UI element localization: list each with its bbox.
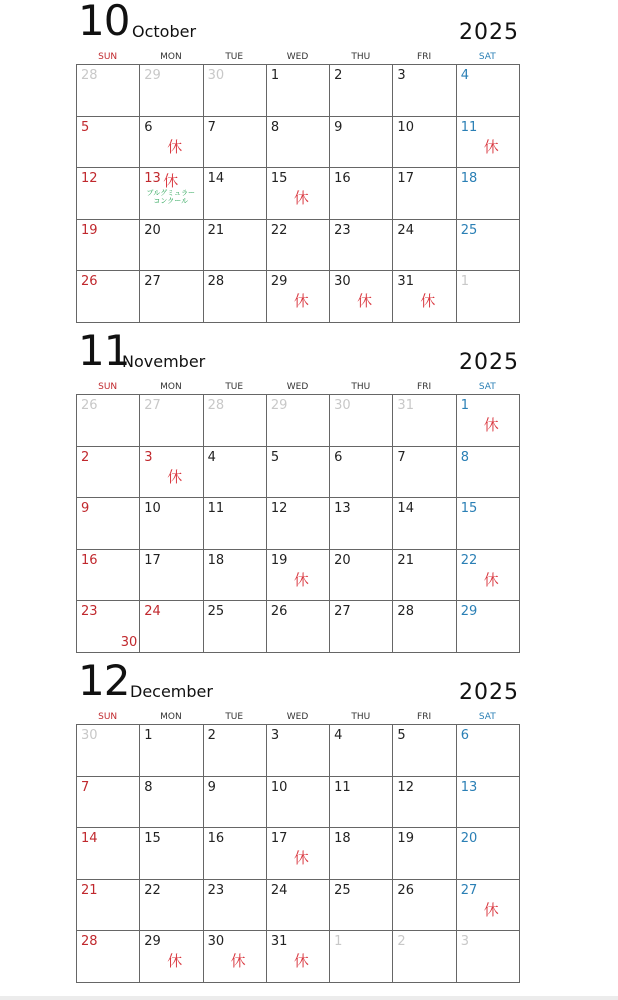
day-number: 30 xyxy=(207,934,225,950)
day-cell[interactable] xyxy=(139,549,203,602)
day-cell[interactable] xyxy=(76,116,140,169)
month-header xyxy=(76,326,519,380)
day-cell[interactable] xyxy=(266,549,330,602)
year-label: 2025 xyxy=(459,20,519,45)
day-cell[interactable] xyxy=(139,600,203,653)
day-number: 31 xyxy=(270,934,288,950)
day-cell[interactable] xyxy=(456,724,520,777)
day-cell[interactable] xyxy=(392,879,456,932)
day-number: 7 xyxy=(207,119,216,135)
weekday-header xyxy=(76,710,519,724)
day-number: 22 xyxy=(460,552,478,568)
month-december xyxy=(76,656,519,982)
day-cell[interactable] xyxy=(456,497,520,550)
day-number: 1 xyxy=(460,398,469,413)
day-number: 24 xyxy=(397,222,414,238)
day-cell[interactable] xyxy=(266,879,330,932)
day-cell[interactable] xyxy=(203,167,267,220)
day-cell[interactable] xyxy=(76,827,140,880)
day-cell[interactable] xyxy=(329,394,393,447)
weekday-label: WED xyxy=(286,712,309,722)
day-cell[interactable] xyxy=(266,600,330,653)
day-cell[interactable] xyxy=(203,219,267,272)
month-number: 11 xyxy=(78,326,130,375)
closed-day-mark: 休 xyxy=(230,952,246,971)
closed-day-mark: 休 xyxy=(357,292,373,311)
day-number: 13 xyxy=(460,779,478,795)
day-cell[interactable] xyxy=(392,549,456,602)
weekday-label: SUN xyxy=(98,712,118,722)
month-name: October xyxy=(132,22,197,41)
day-number: 28 xyxy=(207,274,225,290)
day-cell[interactable] xyxy=(266,446,330,499)
day-cell[interactable] xyxy=(76,776,140,829)
day-number: 30 xyxy=(81,728,98,743)
day-cell[interactable] xyxy=(329,549,393,602)
day-cell[interactable] xyxy=(392,600,456,653)
day-number: 6 xyxy=(334,449,343,465)
day-cell[interactable] xyxy=(456,270,520,323)
day-cell[interactable] xyxy=(456,879,520,932)
closed-day-mark: 休 xyxy=(167,467,183,486)
day-cell[interactable] xyxy=(139,497,203,550)
day-number: 12 xyxy=(270,501,288,517)
weekday-label: SUN xyxy=(98,52,118,62)
day-cell[interactable] xyxy=(392,394,456,447)
day-cell[interactable] xyxy=(266,930,330,983)
day-number: 15 xyxy=(460,501,478,517)
day-number: 18 xyxy=(460,171,478,187)
day-number: 4 xyxy=(334,728,343,743)
day-cell[interactable] xyxy=(76,600,140,653)
day-cell[interactable] xyxy=(139,167,203,220)
day-cell[interactable] xyxy=(329,219,393,272)
day-number: 27 xyxy=(144,274,161,290)
day-number: 9 xyxy=(334,119,343,135)
day-number: 12 xyxy=(81,171,98,187)
month-november xyxy=(76,326,519,652)
calendar-grid xyxy=(76,724,519,982)
day-cell[interactable] xyxy=(392,930,456,983)
day-number: 10 xyxy=(397,119,414,135)
day-number: 16 xyxy=(207,831,225,847)
day-number: 4 xyxy=(460,68,469,83)
day-cell[interactable] xyxy=(76,167,140,220)
day-number: 30 xyxy=(334,274,351,290)
weekday-label: SUN xyxy=(98,382,118,392)
day-number: 27 xyxy=(334,604,351,620)
day-number: 26 xyxy=(81,274,98,290)
day-cell[interactable] xyxy=(266,270,330,323)
closed-day-mark: 休 xyxy=(420,292,436,311)
day-number: 3 xyxy=(144,449,153,465)
page-bottom-edge xyxy=(0,996,618,1000)
day-cell[interactable] xyxy=(329,776,393,829)
day-cell[interactable] xyxy=(203,827,267,880)
day-number: 10 xyxy=(270,779,288,795)
day-number: 21 xyxy=(397,552,414,568)
day-number: 21 xyxy=(81,882,98,898)
day-number: 27 xyxy=(460,882,478,898)
weekday-label: TUE xyxy=(225,52,244,62)
day-cell[interactable] xyxy=(266,827,330,880)
day-number: 17 xyxy=(144,552,161,568)
day-cell[interactable] xyxy=(203,549,267,602)
weekday-label: SAT xyxy=(478,52,496,62)
day-cell[interactable] xyxy=(266,497,330,550)
day-cell[interactable] xyxy=(329,879,393,932)
day-cell[interactable] xyxy=(392,827,456,880)
weekday-label: SAT xyxy=(478,712,496,722)
day-number: 24 xyxy=(144,604,161,620)
weekday-label: TUE xyxy=(225,712,244,722)
day-cell[interactable] xyxy=(329,167,393,220)
day-cell[interactable] xyxy=(139,219,203,272)
day-cell[interactable] xyxy=(456,827,520,880)
day-cell[interactable] xyxy=(139,930,203,983)
day-number: 23 xyxy=(334,222,351,238)
event-note-line: ブルグミュラー xyxy=(146,189,195,198)
day-cell[interactable] xyxy=(266,167,330,220)
day-cell[interactable] xyxy=(139,116,203,169)
day-cell[interactable] xyxy=(456,446,520,499)
day-cell[interactable] xyxy=(76,394,140,447)
day-number: 9 xyxy=(207,779,216,795)
day-number: 13 xyxy=(144,171,161,187)
day-cell[interactable] xyxy=(203,116,267,169)
day-cell[interactable] xyxy=(456,776,520,829)
day-number: 1 xyxy=(270,68,280,83)
day-cell[interactable] xyxy=(203,64,267,117)
day-number: 14 xyxy=(397,501,414,517)
weekday-label: MON xyxy=(160,52,182,62)
overflow-day-number: 30 xyxy=(120,634,138,650)
day-cell[interactable] xyxy=(329,827,393,880)
day-number: 8 xyxy=(460,449,469,465)
day-number: 29 xyxy=(460,604,478,620)
day-number: 9 xyxy=(81,501,90,517)
day-cell[interactable] xyxy=(392,446,456,499)
weekday-label: THU xyxy=(351,52,371,62)
day-number: 3 xyxy=(460,934,469,950)
day-number: 27 xyxy=(144,398,161,413)
day-cell[interactable] xyxy=(392,219,456,272)
day-number: 24 xyxy=(270,882,288,898)
weekday-label: THU xyxy=(351,712,371,722)
day-number: 30 xyxy=(207,68,225,83)
day-cell[interactable] xyxy=(329,497,393,550)
event-note xyxy=(140,189,201,205)
day-number: 30 xyxy=(334,398,351,413)
closed-day-mark: 休 xyxy=(483,900,499,919)
day-cell[interactable] xyxy=(329,446,393,499)
day-number: 11 xyxy=(207,501,225,517)
day-cell[interactable] xyxy=(139,394,203,447)
closed-day-mark: 休 xyxy=(293,952,309,971)
day-number: 18 xyxy=(207,552,225,568)
closed-day-mark: 休 xyxy=(163,172,179,191)
day-number: 28 xyxy=(81,68,98,83)
day-cell[interactable] xyxy=(139,64,203,117)
day-number: 11 xyxy=(460,119,478,135)
day-cell[interactable] xyxy=(203,776,267,829)
day-number: 4 xyxy=(207,449,216,465)
closed-day-mark: 休 xyxy=(293,292,309,311)
day-number: 23 xyxy=(81,604,98,620)
day-cell[interactable] xyxy=(456,167,520,220)
day-cell[interactable] xyxy=(203,497,267,550)
day-cell[interactable] xyxy=(456,219,520,272)
day-number: 8 xyxy=(144,779,153,795)
day-number: 16 xyxy=(334,171,351,187)
weekday-label: MON xyxy=(160,712,182,722)
closed-day-mark: 休 xyxy=(293,849,309,868)
closed-day-mark: 休 xyxy=(293,189,309,208)
day-number: 14 xyxy=(81,831,98,847)
day-cell[interactable] xyxy=(76,64,140,117)
month-name: December xyxy=(130,682,213,701)
day-cell[interactable] xyxy=(266,394,330,447)
day-number: 20 xyxy=(144,222,161,238)
day-cell[interactable] xyxy=(266,116,330,169)
day-number: 21 xyxy=(207,222,225,238)
day-cell[interactable] xyxy=(76,497,140,550)
day-number: 2 xyxy=(207,728,216,743)
day-cell[interactable] xyxy=(203,930,267,983)
day-cell[interactable] xyxy=(139,724,203,777)
weekday-header xyxy=(76,50,519,64)
day-cell[interactable] xyxy=(203,270,267,323)
day-cell[interactable] xyxy=(392,270,456,323)
day-number: 15 xyxy=(270,171,288,187)
weekday-label: WED xyxy=(286,52,309,62)
day-number: 8 xyxy=(270,119,280,135)
day-number: 1 xyxy=(144,728,153,743)
day-number: 14 xyxy=(207,171,225,187)
day-cell[interactable] xyxy=(266,724,330,777)
day-cell[interactable] xyxy=(392,64,456,117)
year-label: 2025 xyxy=(459,680,519,705)
day-number: 26 xyxy=(81,398,98,413)
closed-day-mark: 休 xyxy=(293,570,309,589)
day-cell[interactable] xyxy=(203,724,267,777)
day-cell[interactable] xyxy=(139,827,203,880)
weekday-label: MON xyxy=(160,382,182,392)
day-number: 5 xyxy=(81,119,90,135)
day-number: 1 xyxy=(334,934,343,950)
day-cell[interactable] xyxy=(76,270,140,323)
day-number: 3 xyxy=(397,68,406,83)
day-number: 31 xyxy=(397,398,414,413)
day-number: 6 xyxy=(144,119,153,135)
day-cell[interactable] xyxy=(456,394,520,447)
day-cell[interactable] xyxy=(329,116,393,169)
day-number: 19 xyxy=(270,552,288,568)
day-number: 7 xyxy=(397,449,406,465)
day-cell[interactable] xyxy=(76,930,140,983)
day-cell[interactable] xyxy=(139,270,203,323)
day-number: 7 xyxy=(81,779,90,795)
day-number: 29 xyxy=(270,398,288,413)
weekday-header xyxy=(76,380,519,394)
day-number: 2 xyxy=(397,934,406,950)
day-cell[interactable] xyxy=(392,497,456,550)
closed-day-mark: 休 xyxy=(483,570,499,589)
calendar-grid xyxy=(76,394,519,652)
weekday-label: THU xyxy=(351,382,371,392)
day-number: 5 xyxy=(397,728,406,743)
closed-day-mark: 休 xyxy=(167,952,183,971)
day-cell[interactable] xyxy=(266,64,330,117)
day-number: 18 xyxy=(334,831,351,847)
day-number: 29 xyxy=(144,934,161,950)
day-number: 29 xyxy=(270,274,288,290)
day-cell[interactable] xyxy=(76,879,140,932)
month-number: 12 xyxy=(78,656,130,705)
day-number: 20 xyxy=(460,831,478,847)
day-number: 28 xyxy=(207,398,225,413)
day-cell[interactable] xyxy=(329,600,393,653)
day-cell[interactable] xyxy=(76,549,140,602)
weekday-label: WED xyxy=(286,382,309,392)
day-number: 16 xyxy=(81,552,98,568)
month-number: 10 xyxy=(78,0,130,45)
day-number: 29 xyxy=(144,68,161,83)
year-label: 2025 xyxy=(459,350,519,375)
day-cell[interactable] xyxy=(392,724,456,777)
day-number: 1 xyxy=(460,274,469,290)
day-cell[interactable] xyxy=(456,64,520,117)
day-number: 17 xyxy=(270,831,288,847)
month-october xyxy=(76,0,519,322)
weekday-label: FRI xyxy=(417,382,432,392)
day-number: 10 xyxy=(144,501,161,517)
month-header xyxy=(76,656,519,710)
day-number: 3 xyxy=(270,728,280,743)
day-cell[interactable] xyxy=(203,394,267,447)
day-number: 15 xyxy=(144,831,161,847)
day-cell[interactable] xyxy=(76,219,140,272)
day-number: 2 xyxy=(334,68,343,83)
day-cell[interactable] xyxy=(456,600,520,653)
month-name: November xyxy=(122,352,206,371)
day-number: 12 xyxy=(397,779,414,795)
day-number: 25 xyxy=(460,222,478,238)
weekday-label: SAT xyxy=(478,382,496,392)
day-cell[interactable] xyxy=(456,549,520,602)
month-header xyxy=(76,0,519,50)
weekday-label: FRI xyxy=(417,52,432,62)
closed-day-mark: 休 xyxy=(167,137,183,156)
day-number: 11 xyxy=(334,779,351,795)
day-number: 26 xyxy=(270,604,288,620)
day-number: 17 xyxy=(397,171,414,187)
day-number: 2 xyxy=(81,449,90,465)
day-cell[interactable] xyxy=(329,270,393,323)
day-cell[interactable] xyxy=(456,116,520,169)
weekday-label: FRI xyxy=(417,712,432,722)
day-cell[interactable] xyxy=(392,776,456,829)
day-number: 22 xyxy=(270,222,288,238)
day-cell[interactable] xyxy=(266,776,330,829)
day-number: 13 xyxy=(334,501,351,517)
day-number: 20 xyxy=(334,552,351,568)
day-cell[interactable] xyxy=(203,446,267,499)
closed-day-mark: 休 xyxy=(483,416,499,434)
day-number: 25 xyxy=(207,604,225,620)
day-cell[interactable] xyxy=(329,724,393,777)
day-number: 31 xyxy=(397,274,414,290)
day-number: 5 xyxy=(270,449,280,465)
day-cell[interactable] xyxy=(329,930,393,983)
day-number: 6 xyxy=(460,728,469,743)
day-cell[interactable] xyxy=(203,600,267,653)
day-cell[interactable] xyxy=(329,64,393,117)
calendar-grid xyxy=(76,64,519,322)
day-cell[interactable] xyxy=(456,930,520,983)
day-number: 28 xyxy=(81,934,98,950)
day-number: 19 xyxy=(397,831,414,847)
day-cell[interactable] xyxy=(76,724,140,777)
day-cell[interactable] xyxy=(203,879,267,932)
day-cell[interactable] xyxy=(266,219,330,272)
day-cell[interactable] xyxy=(392,167,456,220)
day-cell[interactable] xyxy=(139,879,203,932)
closed-day-mark: 休 xyxy=(483,137,499,156)
day-cell[interactable] xyxy=(139,776,203,829)
day-cell[interactable] xyxy=(76,446,140,499)
day-number: 22 xyxy=(144,882,161,898)
day-number: 26 xyxy=(397,882,414,898)
event-note-line: コンクール xyxy=(153,197,189,206)
day-number: 23 xyxy=(207,882,225,898)
day-cell[interactable] xyxy=(392,116,456,169)
day-number: 25 xyxy=(334,882,351,898)
day-number: 28 xyxy=(397,604,414,620)
day-cell[interactable] xyxy=(139,446,203,499)
day-number: 19 xyxy=(81,222,98,238)
weekday-label: TUE xyxy=(225,382,244,392)
